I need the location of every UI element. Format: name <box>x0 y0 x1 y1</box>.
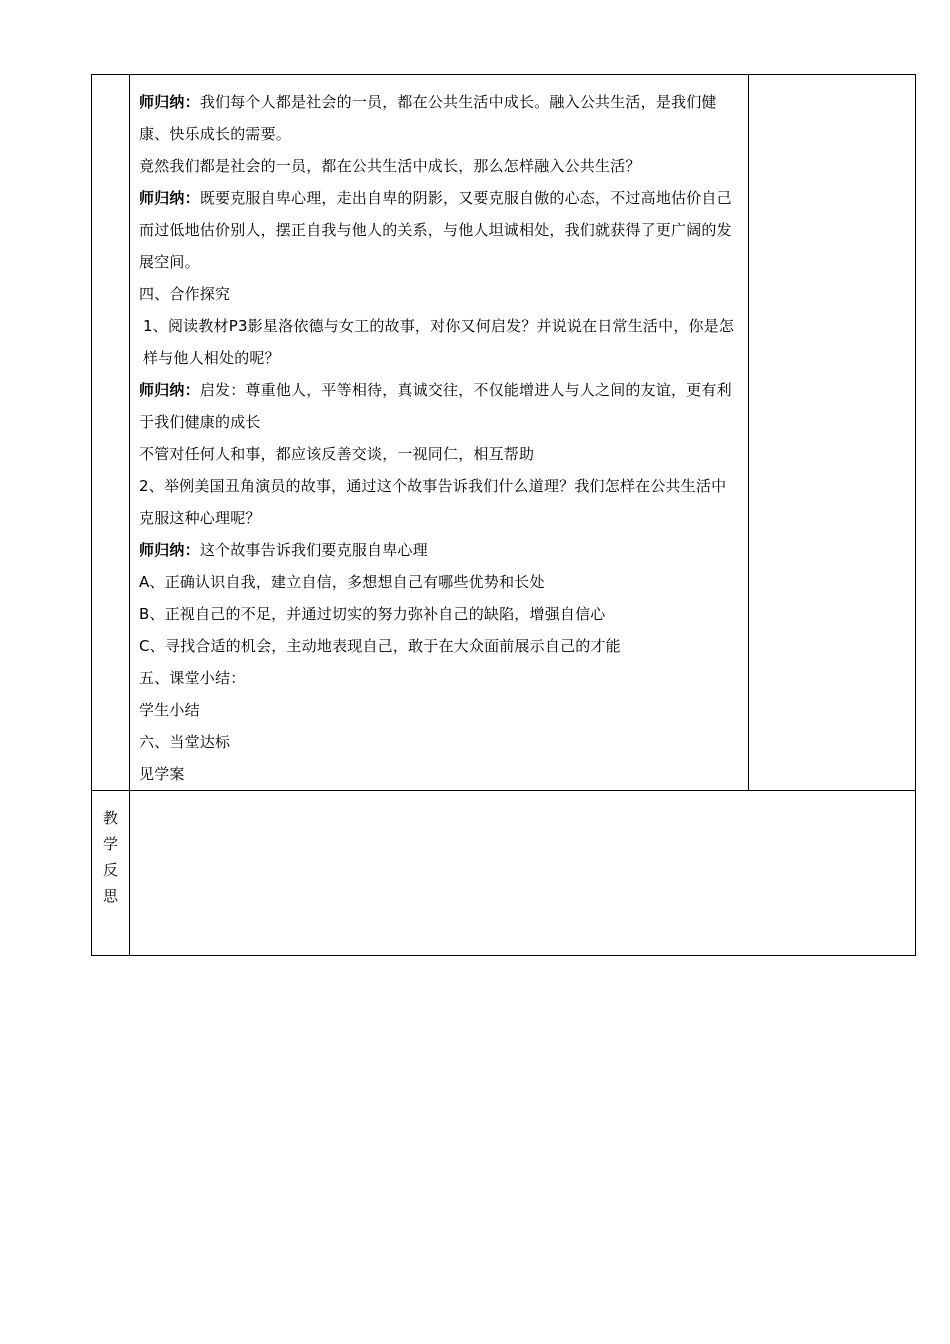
teacher-summary-label: 师归纳： <box>139 541 200 559</box>
lesson-content-row <box>92 75 916 791</box>
point-a <box>139 566 740 598</box>
paragraph-text: 既要克服自卑心理，走出自卑的阴影，又要克服自傲的心态，不过高地估价自己而过低地估价别人，摆正自我与他人的关系，与他人坦诚相处，我们就获得了更广阔的发展空间。 <box>139 189 732 271</box>
reflection-label-char: 反 <box>102 861 118 879</box>
paragraph-text: 启发：尊重他人，平等相待，真诚交往，不仅能增进人与人之间的友谊，更有利于我们健康的成长 <box>139 381 732 431</box>
reflection-content-cell <box>130 791 916 956</box>
paragraph-text: A、正确认识自我，建立自信，多想想自己有哪些优势和长处 <box>139 573 545 591</box>
reflection-label-char: 教 <box>102 809 118 827</box>
paragraph-advice <box>139 438 740 470</box>
paragraph-text: C、寻找合适的机会，主动地表现自己，敢于在大众面前展示自己的才能 <box>139 637 621 655</box>
teacher-summary-label: 师归纳： <box>139 93 200 111</box>
paragraph-text: 1、阅读教材P3影星洛依德与女工的故事，对你又何启发？并说说在日常生活中，你是怎样与他人相处的呢？ <box>143 317 735 367</box>
reflection-label-cell <box>92 791 130 956</box>
reflection-label-char: 思 <box>102 887 118 905</box>
teacher-summary-label: 师归纳： <box>139 189 200 207</box>
teacher-summary-label: 师归纳： <box>139 381 200 399</box>
point-b <box>139 598 740 630</box>
paragraph-text: 竟然我们都是社会的一员，都在公共生活中成长，那么怎样融入公共生活？ <box>139 157 641 175</box>
paragraph-summary-2 <box>139 182 740 278</box>
paragraph-text: 四、合作探究 <box>139 285 231 303</box>
paragraph-summary-1 <box>139 86 740 150</box>
paragraph-text: 五、课堂小结： <box>139 669 246 687</box>
inquiry-question-1 <box>139 310 740 374</box>
paragraph-text: 这个故事告诉我们要克服自卑心理 <box>199 541 428 559</box>
reflection-label-char: 学 <box>102 835 118 853</box>
lesson-content <box>130 75 748 790</box>
paragraph-text: 我们每个人都是社会的一员，都在公共生活中成长。融入公共生活，是我们健康、快乐成长的需要。 <box>139 93 717 143</box>
lesson-plan-table <box>91 74 916 956</box>
lesson-content-cell <box>130 75 749 791</box>
notes-cell <box>749 75 916 791</box>
row-label-cell <box>92 75 130 791</box>
paragraph-text: 不管对任何人和事，都应该反善交谈，一视同仁，相互帮助 <box>139 445 535 463</box>
paragraph-question <box>139 150 740 182</box>
paragraph-text: 2、举例美国丑角演员的故事，通过这个故事告诉我们什么道理？我们怎样在公共生活中克服这种心理呢？ <box>139 477 727 527</box>
paragraph-summary-3 <box>139 374 740 438</box>
section-heading-cooperative-inquiry <box>139 278 740 310</box>
point-c <box>139 630 740 662</box>
paragraph-text: 学生小结 <box>139 701 200 719</box>
reflection-row <box>92 791 916 956</box>
paragraph-text: 六、当堂达标 <box>139 733 231 751</box>
inquiry-question-2 <box>139 470 740 534</box>
paragraph-text: B、正视自己的不足，并通过切实的努力弥补自己的缺陷，增强自信心 <box>139 605 606 623</box>
student-summary <box>139 694 740 726</box>
paragraph-summary-4 <box>139 534 740 566</box>
paragraph-text: 见学案 <box>139 765 185 783</box>
section-heading-class-summary <box>139 662 740 694</box>
see-worksheet <box>139 758 740 790</box>
section-heading-assessment <box>139 726 740 758</box>
